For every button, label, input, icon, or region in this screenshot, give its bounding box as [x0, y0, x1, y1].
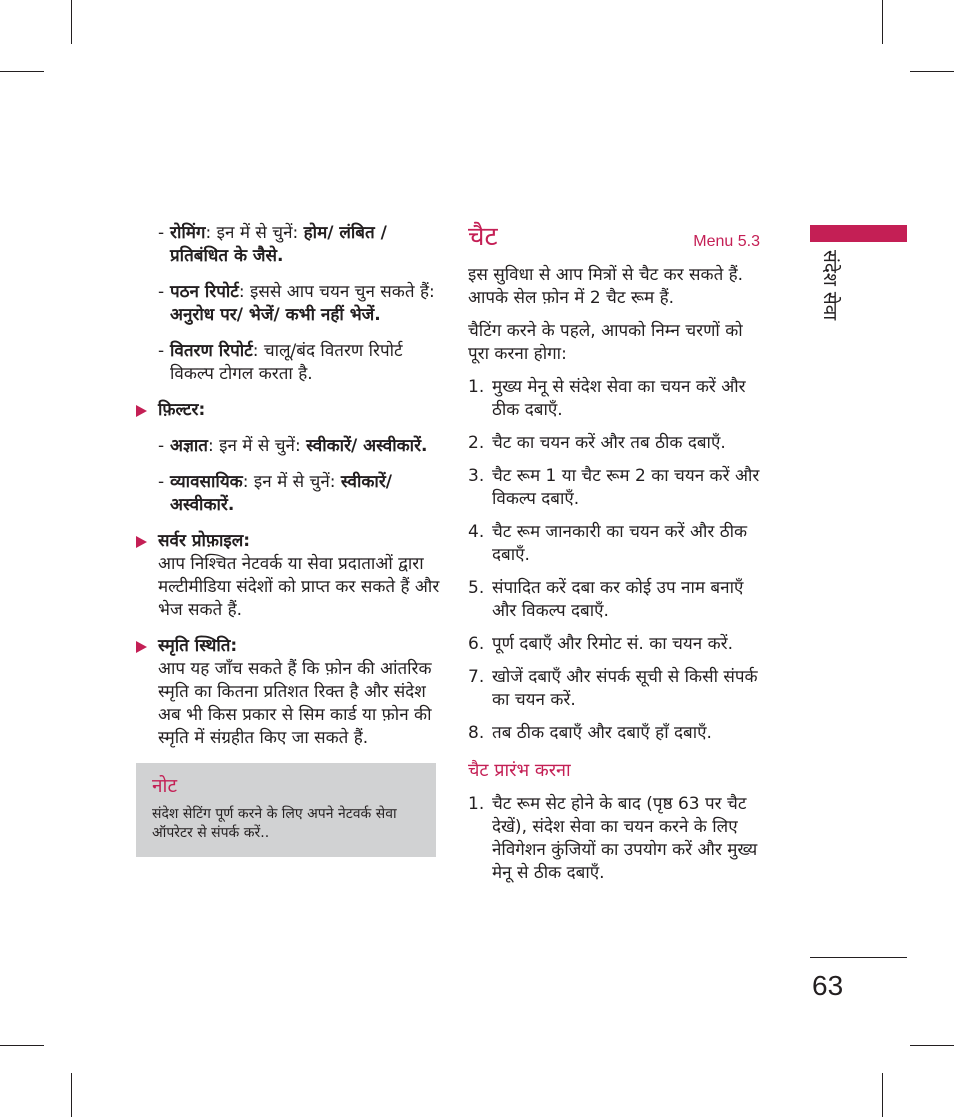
option-desc: : चालू/बंद वितरण रिपोर्ट विकल्प टोगल करता है. — [170, 341, 403, 384]
triangle-bullet-icon — [136, 405, 147, 417]
triangle-bullet-icon — [136, 536, 147, 548]
section-heading: स्मृति स्थिति: — [158, 636, 238, 656]
option-name: पठन रिपोर्ट — [170, 282, 239, 302]
step-number: 1. — [468, 377, 485, 397]
chapter-label — [808, 250, 848, 400]
step-text: चैट रूम सेट होने के बाद (पृष्ठ 63 पर चैट देखें), संदेश सेवा का चयन करने के लिए नेविगेशन कुंजियों का उपयोग करें और मुख्य मेनू से ठीक दबाएँ. — [492, 794, 758, 883]
list-item — [468, 666, 768, 712]
option-business — [136, 471, 440, 517]
crop-mark — [0, 71, 44, 72]
option-unknown — [136, 435, 440, 458]
dash: - — [158, 436, 165, 456]
crop-mark — [0, 1045, 44, 1046]
list-item — [468, 633, 768, 656]
option-roaming — [136, 222, 440, 268]
option-name: व्यावसायिक — [170, 472, 243, 492]
list-item — [468, 376, 768, 422]
option-desc: : इन में से चुनें: — [242, 472, 341, 492]
start-chat-steps — [468, 793, 768, 885]
option-delivery-report — [136, 340, 440, 386]
crop-mark — [71, 0, 72, 44]
section-text: आप निश्चित नेटवर्क या सेवा प्रदाताओं द्वारा मल्टीमीडिया संदेशों को प्राप्त कर सकते हैं और भेज सकते हैं. — [158, 554, 440, 620]
list-item — [468, 465, 768, 511]
list-item — [468, 432, 768, 455]
option-desc: : इससे आप चयन चुन सकते हैं: — [238, 282, 435, 302]
chapter-tab — [810, 225, 907, 242]
step-number: 3. — [468, 466, 485, 486]
step-text: मुख्य मेनू से संदेश सेवा का चयन करें और ठीक दबाएँ. — [492, 377, 746, 420]
option-values: होम/ लंबित /प्रतिबंधित के जैसे. — [170, 223, 387, 266]
option-read-report — [136, 281, 440, 327]
list-item — [468, 793, 768, 885]
step-text: तब ठीक दबाएँ और दबाएँ हाँ दबाएँ. — [492, 723, 712, 743]
menu-reference: Menu 5.3 — [693, 233, 760, 250]
step-text: पूर्ण दबाएँ और रिमोट सं. का चयन करें. — [492, 634, 734, 654]
dash: - — [158, 341, 165, 361]
left-column — [136, 222, 440, 857]
step-number: 6. — [468, 634, 485, 654]
option-name: वितरण रिपोर्ट — [170, 341, 253, 361]
option-values: स्वीकारें/ अस्वीकारें. — [306, 436, 428, 456]
chat-header — [468, 222, 768, 256]
triangle-bullet-icon — [136, 641, 147, 653]
crop-mark — [910, 1045, 954, 1046]
option-values: अनुरोध पर/ भेजें/ कभी नहीं भेजें. — [170, 305, 381, 325]
section-heading: फ़िल्टर: — [158, 400, 206, 420]
section-server-profile — [136, 530, 440, 622]
step-number: 1. — [468, 794, 485, 814]
note-title: नोट — [152, 775, 178, 797]
option-name: अज्ञात — [170, 436, 208, 456]
step-text: खोजें दबाएँ और संपर्क सूची से किसी संपर्क का चयन करें. — [492, 667, 758, 710]
step-text: चैट रूम जानकारी का चयन करें और ठीक दबाएँ. — [492, 522, 748, 565]
chapter-label-text: संदेश सेवा — [819, 250, 841, 321]
crop-mark — [910, 71, 954, 72]
option-desc: : इन में से चुनें: — [205, 223, 304, 243]
step-text: चैट रूम 1 या चैट रूम 2 का चयन करें और विकल्प दबाएँ. — [492, 466, 760, 509]
page-title: चैट — [468, 222, 498, 252]
right-column — [468, 222, 768, 895]
intro-paragraph: चैटिंग करने के पहले, आपको निम्न चरणों को पूरा करना होगा: — [468, 321, 743, 364]
divider — [810, 957, 907, 958]
crop-mark — [882, 0, 883, 44]
option-desc: : इन में से चुनें: — [207, 436, 307, 456]
option-name: रोमिंग — [170, 223, 206, 243]
step-number: 5. — [468, 578, 485, 598]
list-item — [468, 521, 768, 567]
option-values: स्वीकारें/ अस्वीकारें. — [170, 472, 392, 515]
dash: - — [158, 223, 165, 243]
crop-mark — [71, 1073, 72, 1117]
section-subheading: चैट प्रारंभ करना — [468, 760, 571, 781]
note-box — [136, 763, 436, 857]
list-item — [468, 722, 768, 745]
crop-mark — [882, 1073, 883, 1117]
dash: - — [158, 282, 165, 302]
section-memory-status — [136, 635, 440, 750]
step-number: 4. — [468, 522, 485, 542]
intro-paragraph: इस सुविधा से आप मित्रों से चैट कर सकते हैं. आपके सेल फ़ोन में 2 चैट रूम हैं. — [468, 265, 744, 308]
step-number: 7. — [468, 667, 485, 687]
page-number: 63 — [812, 970, 844, 1001]
note-text: संदेश सेटिंग पूर्ण करने के लिए अपने नेटवर्क सेवा ऑपरेटर से संपर्क करें.. — [152, 806, 397, 841]
step-text: चैट का चयन करें और तब ठीक दबाएँ. — [492, 433, 726, 453]
step-number: 2. — [468, 433, 485, 453]
dash: - — [158, 472, 165, 492]
list-item — [468, 577, 768, 623]
section-filter — [136, 399, 440, 422]
step-text: संपादित करें दबा कर कोई उप नाम बनाएँ और विकल्प दबाएँ. — [492, 578, 744, 621]
steps-list — [468, 376, 768, 745]
section-heading: सर्वर प्रोफ़ाइल: — [158, 531, 251, 551]
step-number: 8. — [468, 723, 485, 743]
section-text: आप यह जाँच सकते हैं कि फ़ोन की आंतरिक स्मृति का कितना प्रतिशत रिक्त है और संदेश अब भी किस प्रकार से सिम कार्ड या फ़ोन की स्मृति में संग्रहीत किए जा सकते हैं. — [158, 659, 432, 748]
